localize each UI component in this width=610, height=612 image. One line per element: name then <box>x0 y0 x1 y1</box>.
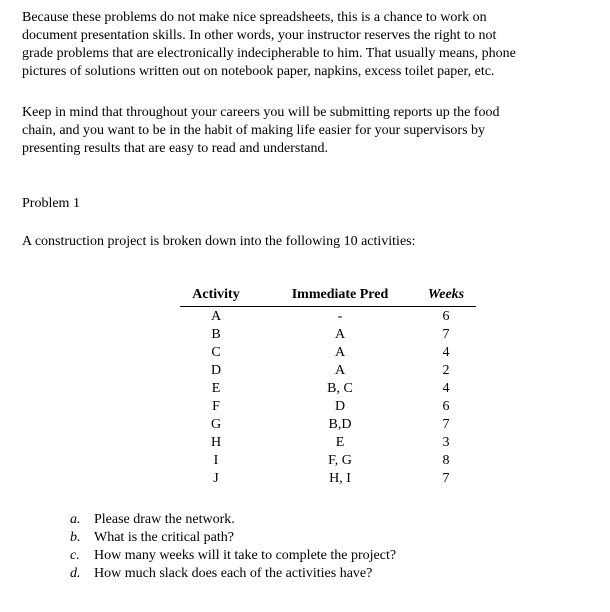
problem-heading: Problem 1 <box>22 196 80 211</box>
cell-pred: H, I <box>329 471 351 486</box>
intro-paragraph-2 <box>22 104 594 158</box>
table-row <box>180 308 476 326</box>
table-row <box>180 362 476 380</box>
header-activity: Activity <box>192 287 240 302</box>
intro-paragraph-1 <box>22 9 594 81</box>
cell-pred: - <box>337 309 343 324</box>
cell-pred: E <box>335 435 345 450</box>
problem-intro: A construction project is broken down into the following 10 activities: <box>22 234 416 249</box>
cell-pred: F, G <box>328 453 352 468</box>
cell-weeks: 4 <box>442 345 450 360</box>
question-item <box>70 565 396 583</box>
cell-weeks: 7 <box>442 417 450 432</box>
cell-activity: D <box>210 363 222 378</box>
question-item <box>70 547 396 565</box>
question-item <box>70 529 396 547</box>
cell-activity: B <box>211 327 221 342</box>
table-body <box>180 307 476 488</box>
question-marker: c. <box>70 548 80 563</box>
question-marker: a. <box>70 512 81 527</box>
table-row <box>180 326 476 344</box>
table-header <box>180 286 476 307</box>
question-item <box>70 511 396 529</box>
cell-pred: B, C <box>327 381 353 396</box>
cell-activity: A <box>210 309 222 324</box>
cell-weeks: 8 <box>442 453 450 468</box>
question-marker: d. <box>70 566 81 581</box>
question-list <box>70 511 396 583</box>
table-row <box>180 434 476 452</box>
cell-pred: A <box>334 363 346 378</box>
cell-pred: D <box>334 399 346 414</box>
cell-weeks: 7 <box>442 327 450 342</box>
cell-pred: B,D <box>328 417 352 432</box>
cell-weeks: 6 <box>442 399 450 414</box>
cell-activity: E <box>211 381 221 396</box>
table-row <box>180 416 476 434</box>
cell-weeks: 7 <box>442 471 450 486</box>
intro1-line-4: pictures of solutions written out on notebook paper, napkins, excess toilet paper, etc. <box>22 64 495 79</box>
cell-weeks: 3 <box>442 435 450 450</box>
cell-activity: C <box>211 345 221 360</box>
cell-weeks: 2 <box>442 363 450 378</box>
cell-weeks: 6 <box>442 309 450 324</box>
table-row <box>180 452 476 470</box>
header-weeks: Weeks <box>427 287 465 302</box>
table-row <box>180 470 476 488</box>
intro2-line-3: presenting results that are easy to read and understand. <box>22 141 328 156</box>
cell-activity: I <box>213 453 219 468</box>
cell-activity: H <box>210 435 222 450</box>
activities-table <box>180 286 476 488</box>
question-text: How much slack does each of the activities have? <box>94 566 373 581</box>
cell-pred: A <box>334 327 346 342</box>
table-row <box>180 380 476 398</box>
intro1-line-2: document presentation skills. In other words, your instructor reserves the right to not <box>22 28 497 43</box>
question-text: Please draw the network. <box>94 512 235 527</box>
cell-activity: J <box>213 471 219 486</box>
question-text: What is the critical path? <box>94 530 234 545</box>
question-text: How many weeks will it take to complete the project? <box>94 548 397 563</box>
intro1-line-3: grade problems that are electronically indecipherable to him. That usually means, phone <box>22 46 516 61</box>
cell-pred: A <box>334 345 346 360</box>
intro2-line-1: Keep in mind that throughout your careers you will be submitting reports up the food <box>22 105 500 120</box>
cell-activity: F <box>212 399 220 414</box>
question-marker: b. <box>70 530 81 545</box>
header-immediate-pred: Immediate Pred <box>291 287 389 302</box>
intro2-line-2: chain, and you want to be in the habit of making life easier for your supervisors by <box>22 123 486 138</box>
table-row <box>180 344 476 362</box>
cell-activity: G <box>210 417 222 432</box>
intro1-line-1: Because these problems do not make nice spreadsheets, this is a chance to work on <box>22 10 487 25</box>
table-row <box>180 398 476 416</box>
cell-weeks: 4 <box>442 381 450 396</box>
